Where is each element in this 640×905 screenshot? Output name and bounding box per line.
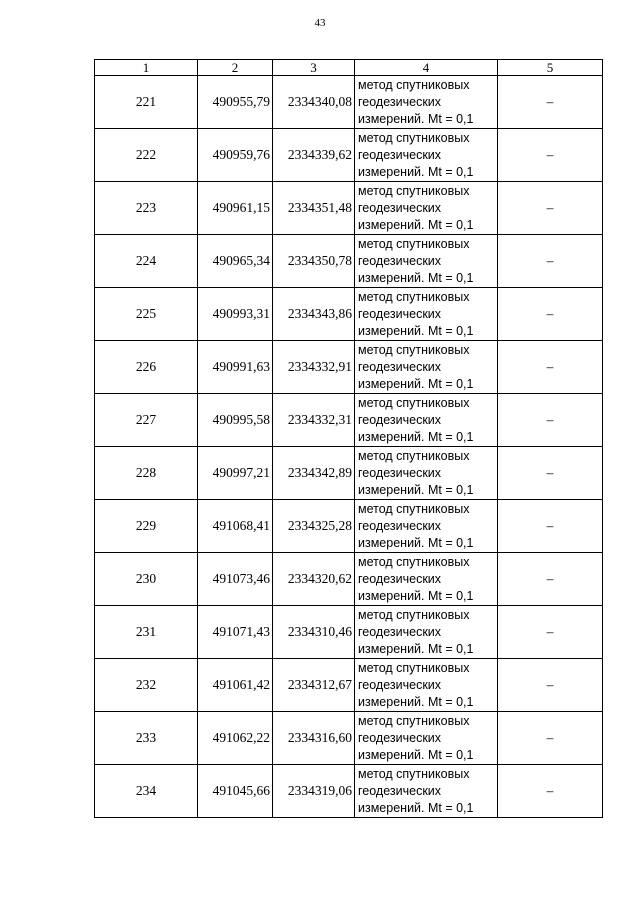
table-row	[95, 765, 603, 818]
method-line: метод спутниковых	[358, 77, 470, 92]
method-line: измерений. Mt = 0,1	[358, 217, 474, 232]
point-number: 226	[95, 341, 198, 394]
method-cell	[355, 288, 498, 341]
method-cell	[355, 553, 498, 606]
point-number: 234	[95, 765, 198, 818]
method-line: измерений. Mt = 0,1	[358, 164, 474, 179]
method-line: измерений. Mt = 0,1	[358, 747, 474, 762]
method-cell	[355, 76, 498, 129]
notes-cell: –	[498, 394, 603, 447]
point-number: 229	[95, 500, 198, 553]
header-method: 4	[355, 60, 498, 76]
method-line: метод спутниковых	[358, 236, 470, 251]
method-line: измерений. Mt = 0,1	[358, 429, 474, 444]
coord-y: 2334351,48	[273, 182, 355, 235]
coordinates-table	[94, 59, 603, 818]
method-line: измерений. Mt = 0,1	[358, 588, 474, 603]
header-notes: 5	[498, 60, 603, 76]
method-cell	[355, 659, 498, 712]
point-number: 233	[95, 712, 198, 765]
method-cell	[355, 606, 498, 659]
point-number: 230	[95, 553, 198, 606]
coord-x: 490961,15	[198, 182, 273, 235]
coord-y: 2334339,62	[273, 129, 355, 182]
header-x: 2	[198, 60, 273, 76]
table-row	[95, 712, 603, 765]
table-row	[95, 553, 603, 606]
coord-y: 2334316,60	[273, 712, 355, 765]
method-cell	[355, 235, 498, 288]
coord-y: 2334312,67	[273, 659, 355, 712]
method-cell	[355, 341, 498, 394]
method-line: метод спутниковых	[358, 289, 470, 304]
method-line: геодезических	[358, 465, 442, 480]
method-cell	[355, 765, 498, 818]
point-number: 225	[95, 288, 198, 341]
notes-cell: –	[498, 76, 603, 129]
method-line: метод спутниковых	[358, 501, 470, 516]
point-number: 227	[95, 394, 198, 447]
method-line: метод спутниковых	[358, 660, 470, 675]
method-line: геодезических	[358, 624, 442, 639]
point-number: 224	[95, 235, 198, 288]
method-line: метод спутниковых	[358, 183, 470, 198]
method-line: метод спутниковых	[358, 395, 470, 410]
method-line: метод спутниковых	[358, 554, 470, 569]
notes-cell: –	[498, 182, 603, 235]
method-line: метод спутниковых	[358, 713, 470, 728]
method-line: геодезических	[358, 200, 442, 215]
coord-y: 2334325,28	[273, 500, 355, 553]
method-line: метод спутниковых	[358, 130, 470, 145]
notes-cell: –	[498, 341, 603, 394]
coord-y: 2334343,86	[273, 288, 355, 341]
method-line: геодезических	[358, 359, 442, 374]
notes-cell: –	[498, 500, 603, 553]
point-number: 223	[95, 182, 198, 235]
table-row	[95, 235, 603, 288]
method-line: метод спутниковых	[358, 607, 470, 622]
coord-y: 2334350,78	[273, 235, 355, 288]
notes-cell: –	[498, 765, 603, 818]
coord-y: 2334320,62	[273, 553, 355, 606]
coord-x: 491045,66	[198, 765, 273, 818]
coord-x: 490993,31	[198, 288, 273, 341]
table-row	[95, 129, 603, 182]
notes-cell: –	[498, 129, 603, 182]
coord-x: 491062,22	[198, 712, 273, 765]
method-line: измерений. Mt = 0,1	[358, 376, 474, 391]
notes-cell: –	[498, 235, 603, 288]
coord-x: 490959,76	[198, 129, 273, 182]
method-line: метод спутниковых	[358, 342, 470, 357]
method-cell	[355, 182, 498, 235]
method-cell	[355, 129, 498, 182]
coord-x: 491061,42	[198, 659, 273, 712]
table-row	[95, 341, 603, 394]
notes-cell: –	[498, 447, 603, 500]
method-line: измерений. Mt = 0,1	[358, 694, 474, 709]
method-cell	[355, 712, 498, 765]
method-line: измерений. Mt = 0,1	[358, 641, 474, 656]
notes-cell: –	[498, 553, 603, 606]
coord-x: 491071,43	[198, 606, 273, 659]
table-row	[95, 288, 603, 341]
coord-y: 2334332,91	[273, 341, 355, 394]
method-line: геодезических	[358, 571, 442, 586]
table-row	[95, 394, 603, 447]
point-number: 231	[95, 606, 198, 659]
table-row	[95, 447, 603, 500]
coord-y: 2334319,06	[273, 765, 355, 818]
method-line: геодезических	[358, 730, 442, 745]
method-cell	[355, 447, 498, 500]
table-row	[95, 606, 603, 659]
table-row	[95, 182, 603, 235]
method-line: геодезических	[358, 253, 442, 268]
method-line: измерений. Mt = 0,1	[358, 111, 474, 126]
method-line: измерений. Mt = 0,1	[358, 482, 474, 497]
coord-x: 491068,41	[198, 500, 273, 553]
coord-y: 2334332,31	[273, 394, 355, 447]
table-row	[95, 500, 603, 553]
coord-y: 2334340,08	[273, 76, 355, 129]
method-line: метод спутниковых	[358, 766, 470, 781]
coord-x: 490991,63	[198, 341, 273, 394]
method-cell	[355, 394, 498, 447]
point-number: 222	[95, 129, 198, 182]
point-number: 232	[95, 659, 198, 712]
method-line: метод спутниковых	[358, 448, 470, 463]
method-cell	[355, 500, 498, 553]
method-line: геодезических	[358, 94, 442, 109]
table-row	[95, 76, 603, 129]
coord-x: 490965,34	[198, 235, 273, 288]
coord-x: 491073,46	[198, 553, 273, 606]
method-line: измерений. Mt = 0,1	[358, 270, 474, 285]
table-row	[95, 659, 603, 712]
method-line: геодезических	[358, 783, 442, 798]
method-line: геодезических	[358, 518, 442, 533]
coord-x: 490997,21	[198, 447, 273, 500]
notes-cell: –	[498, 659, 603, 712]
notes-cell: –	[498, 712, 603, 765]
coord-x: 490995,58	[198, 394, 273, 447]
notes-cell: –	[498, 606, 603, 659]
coord-y: 2334342,89	[273, 447, 355, 500]
method-line: измерений. Mt = 0,1	[358, 323, 474, 338]
notes-cell: –	[498, 288, 603, 341]
page-number: 43	[314, 17, 326, 29]
table-header-row	[95, 60, 603, 76]
method-line: геодезических	[358, 306, 442, 321]
coord-y: 2334310,46	[273, 606, 355, 659]
point-number: 228	[95, 447, 198, 500]
header-y: 3	[273, 60, 355, 76]
method-line: геодезических	[358, 412, 442, 427]
method-line: геодезических	[358, 147, 442, 162]
method-line: измерений. Mt = 0,1	[358, 800, 474, 815]
header-point-number: 1	[95, 60, 198, 76]
coord-x: 490955,79	[198, 76, 273, 129]
method-line: измерений. Mt = 0,1	[358, 535, 474, 550]
point-number: 221	[95, 76, 198, 129]
method-line: геодезических	[358, 677, 442, 692]
